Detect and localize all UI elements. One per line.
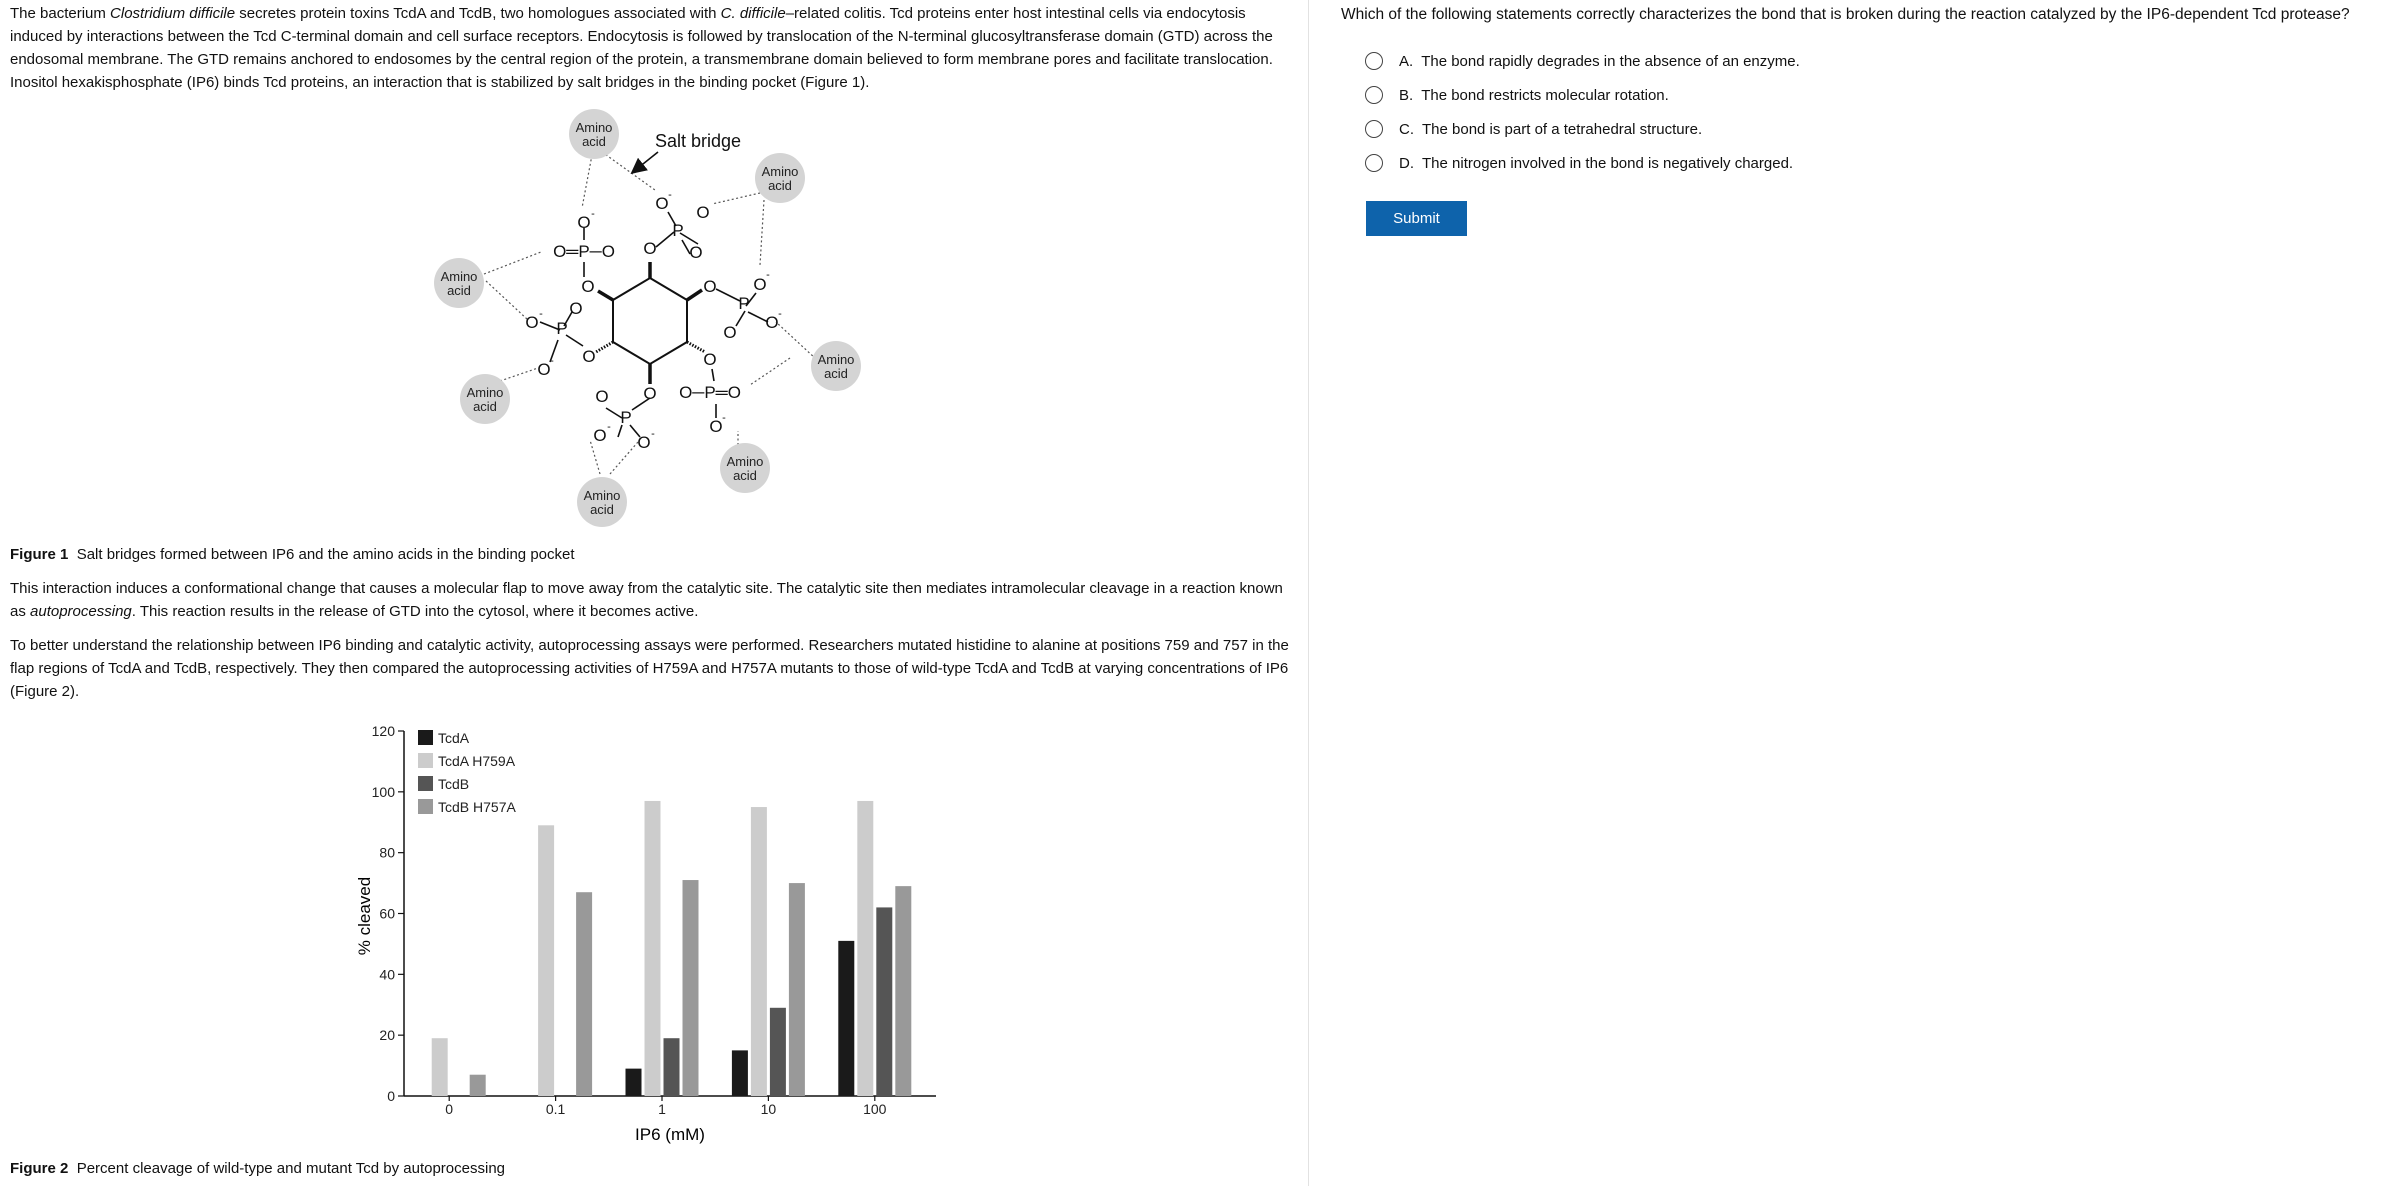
legend-swatch (418, 753, 433, 768)
legend-label: TcdB H757A (438, 799, 516, 815)
svg-text:O: O (525, 313, 539, 332)
svg-text:O: O (723, 323, 737, 342)
salt-bridge-label: Salt bridge (655, 131, 742, 151)
answer-choice-b[interactable] (1365, 82, 1669, 108)
svg-text:-: - (778, 308, 782, 320)
question-panel (1309, 0, 2391, 1186)
svg-text:O: O (593, 426, 607, 445)
bar-tcda-10 (732, 1050, 748, 1096)
svg-text:O═P─O: O═P─O (553, 242, 615, 261)
svg-text:acid: acid (582, 134, 606, 149)
legend-label: TcdB (438, 776, 470, 792)
answer-choice-a[interactable] (1365, 48, 1800, 74)
x-tick-label: 1 (658, 1101, 666, 1117)
radio-button-b[interactable] (1365, 86, 1383, 104)
svg-text:-: - (607, 421, 611, 433)
passage-paragraph-3: To better understand the relationship between IP6 binding and catalytic activity, autoprocessing assays were performed. Researchers mutated histidine to alanine at positions 759 and 757 in the flap regions of TcdA and TcdB, respectively. They then compared the autoprocessing activities of H759A and H757A mutants to those of wild-type TcdA and TcdB at varying concentrations of IP6 (Figure 2). (10, 637, 1289, 700)
bar-tcdb-1 (664, 1038, 680, 1096)
svg-text:P: P (620, 408, 632, 427)
choice-text: The bond is part of a tetrahedral structure. (1422, 120, 1703, 138)
choice-text: The nitrogen involved in the bond is negatively charged. (1422, 154, 1794, 172)
svg-text:O: O (643, 239, 657, 258)
svg-text:Amino: Amino (583, 488, 621, 503)
svg-text:-: - (591, 208, 595, 220)
figure-2-chart (340, 718, 960, 1148)
bar-tcdb-h757a-100 (895, 886, 911, 1096)
svg-text:-: - (766, 269, 770, 281)
svg-text:O: O (582, 347, 596, 366)
svg-text:O: O (569, 299, 583, 318)
chart-bars (432, 801, 912, 1096)
bar-tcdb-h757a-1 (683, 880, 699, 1096)
choice-letter: B. (1399, 86, 1414, 104)
bar-tcdb-h757a-0 (470, 1075, 486, 1096)
bar-tcda-h759a-10 (751, 807, 767, 1096)
passage-paragraph-1: The bacterium Clostridium difficile secretes protein toxins TcdA and TcdB, two homologues associated with C. difficile–related colitis. Tcd proteins enter host intestinal cells via endocytosis induced by interactions between the Tcd C-terminal domain and cell surface receptors. Endocytosis is followed by translocation of the N-terminal glucosyltransferase domain (GTD) across the endosomal membrane. The GTD remains anchored to endosomes by the central region of the protein, a transmembrane domain believed to form membrane pores and facilitate translocation. Inositol hexakisphosphate (IP6) binds Tcd proteins, an interaction that is stabilized by salt bridges in the binding pocket (Figure 1). (10, 5, 1273, 91)
svg-text:O: O (537, 360, 551, 379)
bar-tcda-h759a-100 (857, 801, 873, 1096)
bar-tcdb-100 (876, 907, 892, 1096)
y-tick-label: 60 (379, 905, 395, 922)
svg-text:Amino: Amino (817, 352, 855, 367)
svg-text:acid: acid (768, 178, 792, 193)
svg-text:P: P (738, 294, 750, 313)
svg-text:P: P (672, 221, 684, 240)
svg-text:O: O (703, 277, 717, 296)
x-tick-label: 100 (863, 1101, 887, 1117)
svg-text:Amino: Amino (466, 385, 504, 400)
bar-tcda-h759a-0.1 (538, 825, 554, 1096)
question-stem: Which of the following statements correctly characterizes the bond that is broken during the reaction catalyzed by the IP6-dependent Tcd protease? (1341, 6, 2350, 23)
svg-text:-: - (539, 308, 543, 320)
svg-text:O: O (753, 275, 767, 294)
bar-tcdb-h757a-10 (789, 883, 805, 1096)
svg-text:O: O (709, 417, 723, 436)
svg-text:Amino: Amino (761, 164, 799, 179)
bar-tcda-h759a-0 (432, 1038, 448, 1096)
svg-text:O: O (577, 213, 591, 232)
svg-text:O: O (595, 387, 609, 406)
y-tick-label: 0 (387, 1088, 395, 1104)
svg-text:-: - (668, 189, 672, 201)
y-tick-label: 20 (379, 1027, 395, 1044)
radio-button-d[interactable] (1365, 154, 1383, 172)
svg-text:O: O (689, 243, 703, 262)
figure-1-caption: Figure 1 Salt bridges formed between IP6 and the amino acids in the binding pocket (10, 546, 575, 563)
svg-text:P: P (556, 319, 568, 338)
salt-bridge-arrow (633, 152, 658, 172)
bar-tcdb-10 (770, 1008, 786, 1096)
svg-text:-: - (651, 428, 655, 440)
svg-text:O: O (581, 277, 595, 296)
y-tick-label: 40 (379, 966, 395, 983)
choice-letter: C. (1399, 120, 1414, 138)
bar-tcda-h759a-1 (645, 801, 661, 1096)
bar-tcda-1 (626, 1069, 642, 1096)
svg-text:acid: acid (473, 399, 497, 414)
legend-label: TcdA (438, 730, 470, 746)
y-tick-label: 120 (371, 723, 395, 739)
legend-swatch (418, 799, 433, 814)
svg-text:acid: acid (590, 502, 614, 517)
figure-1-diagram (420, 104, 880, 534)
choice-text: The bond restricts molecular rotation. (1421, 86, 1669, 104)
legend-label: TcdA H759A (438, 753, 516, 769)
svg-text:O: O (765, 313, 779, 332)
svg-text:acid: acid (824, 366, 848, 381)
chart-legend (418, 730, 516, 815)
x-tick-label: 0.1 (545, 1101, 566, 1117)
legend-swatch (418, 730, 433, 745)
answer-choice-d[interactable] (1365, 150, 1793, 176)
svg-text:Amino: Amino (575, 120, 613, 135)
x-tick-label: 10 (760, 1101, 777, 1117)
svg-text:O: O (703, 350, 717, 369)
figure-2-caption: Figure 2 Percent cleavage of wild-type and mutant Tcd by autoprocessing (10, 1160, 506, 1177)
chart-x-axis-label: IP6 (mM) (635, 1125, 705, 1144)
svg-text:O: O (643, 384, 657, 403)
passage-paragraph-2: This interaction induces a conformational change that causes a molecular flap to move away from the catalytic site. The catalytic site then mediates intramolecular cleavage in a reaction known as autoprocessing. This reaction results in the release of GTD into the cytosol, where it becomes active. (10, 580, 1283, 620)
y-tick-label: 100 (371, 783, 395, 800)
y-tick-label: 80 (379, 844, 395, 861)
inositol-ring (613, 278, 687, 364)
choice-letter: A. (1399, 52, 1414, 70)
svg-text:O─P═O: O─P═O (679, 383, 741, 402)
x-tick-label: 0 (445, 1101, 454, 1117)
choice-letter: D. (1399, 154, 1414, 172)
svg-text:acid: acid (733, 468, 757, 483)
submit-button[interactable]: Submit (1366, 201, 1467, 236)
svg-text:O: O (637, 433, 651, 452)
svg-text:Amino: Amino (726, 454, 764, 469)
chart-y-axis-label: % cleaved (355, 876, 374, 956)
svg-text:-: - (550, 355, 554, 367)
answer-choice-c[interactable] (1365, 116, 1702, 142)
atom-labels (525, 189, 782, 452)
svg-text:Amino: Amino (440, 269, 478, 284)
bar-tcdb-h757a-0.1 (576, 892, 592, 1096)
svg-text:O: O (696, 203, 710, 222)
radio-button-a[interactable] (1365, 52, 1383, 70)
choice-text: The bond rapidly degrades in the absence of an enzyme. (1421, 52, 1800, 70)
svg-text:O: O (655, 194, 669, 213)
svg-text:acid: acid (447, 283, 471, 298)
svg-text:-: - (722, 412, 726, 424)
bar-tcda-100 (838, 941, 854, 1096)
radio-button-c[interactable] (1365, 120, 1383, 138)
legend-swatch (418, 776, 433, 791)
